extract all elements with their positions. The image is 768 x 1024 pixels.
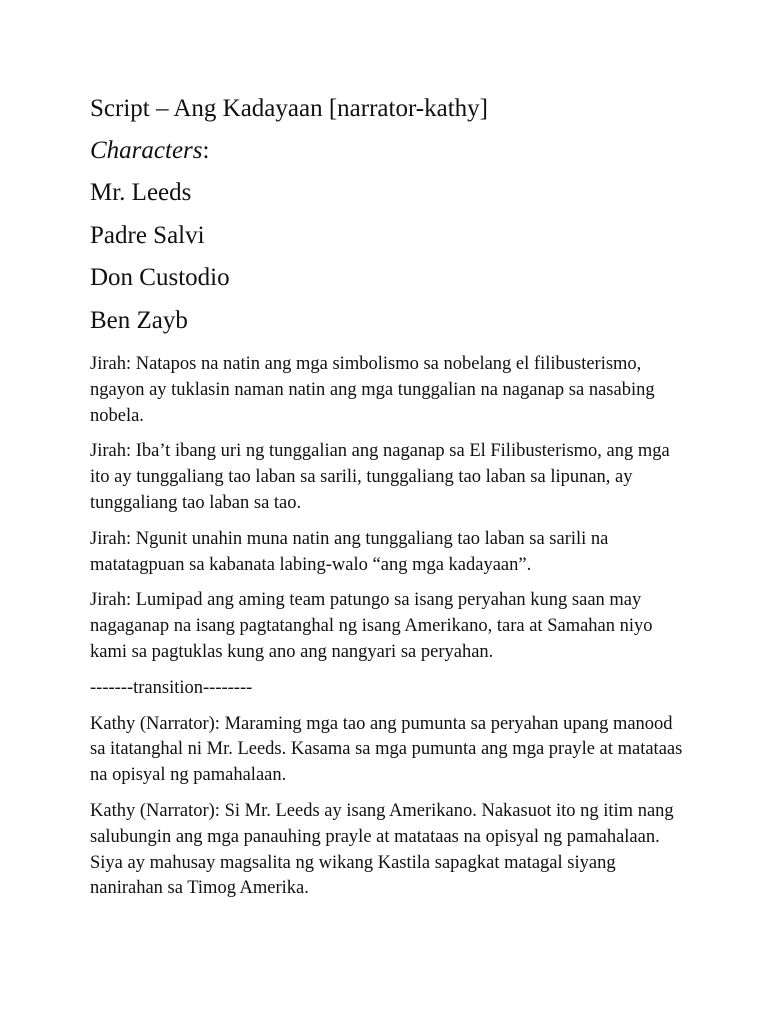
character-item: Ben Zayb [90,306,188,334]
character-item: Mr. Leeds [90,179,192,206]
script-paragraph: Jirah: Lumipad ang aming team patungo sa isang peryahan kung saan may nagaganap na isang pagtatanghal ng isang Amerikano, tara at Samahan niyo kami sa pagtuklas kung ano ang nangyari sa peryahan. [90,590,653,662]
character-item: Don Custodio [90,264,230,291]
script-paragraph: Jirah: Ngunit unahin muna natin ang tunggaliang tao laban sa sarili na matatagpuan sa kabanata labing-walo “ang mga kadayaan”. [90,528,609,575]
script-paragraph: Jirah: Natapos na natin ang mga simbolismo sa nobelang el filibusterismo, ngayon ay tuklasin naman natin ang mga tunggalian na naganap sa nasabing nobela. [90,354,655,426]
narration-paragraph: Kathy (Narrator): Maraming mga tao ang pumunta sa peryahan upang manood sa itatanghal ni Mr. Leeds. Kasama sa mga pumunta ang mga prayle at matataas na opisyal ng pamahalaan. [90,713,683,786]
document-page [90,90,690,912]
characters-heading [90,132,690,174]
characters-heading-text: Characters [90,137,203,164]
characters-heading-colon: : [202,137,210,164]
script-paragraph: Jirah: Iba’t ibang uri ng tunggalian ang naganap sa El Filibusterismo, ang mga ito ay tunggaliang tao laban sa sarili, tunggaliang tao laban sa lipunan, ay tunggaliang tao laban sa tao. [90,441,670,513]
transition-marker: -------transition-------- [90,677,253,698]
document-title: Script – Ang Kadayaan [narrator-kathy] [90,95,488,122]
narration-paragraph: Kathy (Narrator): Si Mr. Leeds ay isang Amerikano. Nakasuot ito ng itim nang salubungin ang mga panauhing prayle at matataas na opisyal ng pamahalaan. Siya ay mahusay magsalita ng wikang Kastila sapagkat matagal siyang nanirahan sa Timog Amerika. [90,800,674,899]
character-item: Padre Salvi [90,221,205,249]
